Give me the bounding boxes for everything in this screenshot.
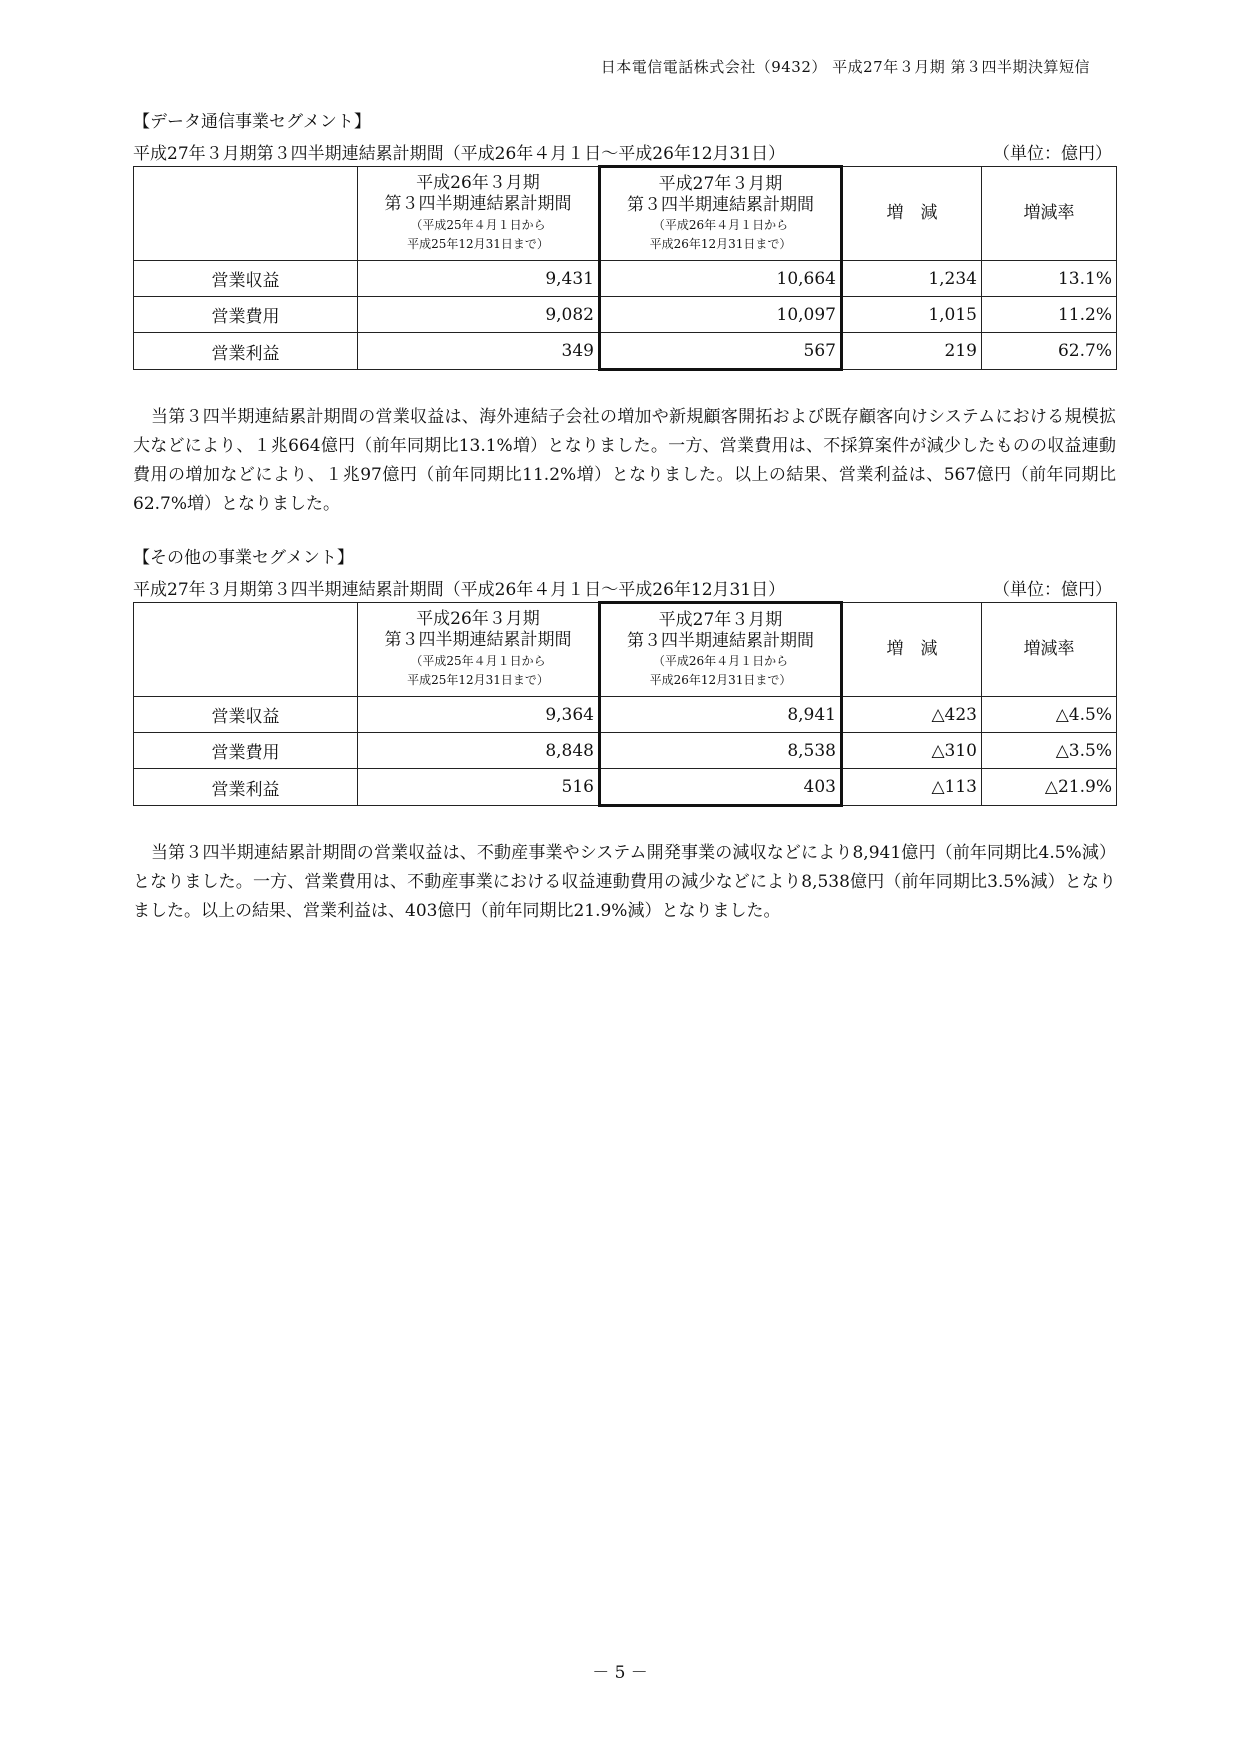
header-change: 増 減 xyxy=(842,167,982,261)
prev-sub-2: 平成25年12月31日まで） xyxy=(407,672,549,687)
cur-title-2: 第３四半期連結累計期間 xyxy=(627,194,814,215)
document-header: 日本電信電話株式会社（9432） 平成27年３月期 第３四半期決算短信 xyxy=(600,58,1090,76)
period-text: 平成27年３月期第３四半期連結累計期間（平成26年４月１日～平成26年12月31日） xyxy=(133,580,786,600)
section-paragraph: 当第３四半期連結累計期間の営業収益は、海外連結子会社の増加や新規顧客開拓および既存顧客向けシステムにおける規模拡大などにより、１兆664億円（前年同期比13.1%増）となりました。一方、営業費用は、不採算案件が減少したものの収益連動費用の増加などにより、１兆97億円（前年同期比11.2%増）となりました。以上の結果、営業利益は、567億円（前年同期比62.7%増）となりました。 xyxy=(133,407,1116,514)
table-row xyxy=(134,333,1117,370)
unit-text: （単位：億円） xyxy=(993,144,1112,164)
period-line xyxy=(133,139,1116,163)
cell-change: △113 xyxy=(842,769,982,806)
cell-cur: 10,097 xyxy=(600,297,842,333)
header-rate: 増減率 xyxy=(982,603,1117,697)
segment-table xyxy=(133,165,1117,371)
cell-change: △310 xyxy=(842,733,982,769)
cur-title-2: 第３四半期連結累計期間 xyxy=(627,630,814,651)
cur-title-1: 平成27年３月期 xyxy=(658,609,783,630)
header-change: 増 減 xyxy=(842,603,982,697)
cell-prev: 8,848 xyxy=(358,733,600,769)
cell-change: 1,015 xyxy=(842,297,982,333)
cur-sub-1: （平成26年４月１日から xyxy=(652,218,789,233)
segment-section-data xyxy=(133,107,1116,371)
header-rate: 増減率 xyxy=(982,167,1117,261)
header-blank xyxy=(134,167,358,261)
cell-rate: 62.7% xyxy=(982,333,1117,370)
period-text: 平成27年３月期第３四半期連結累計期間（平成26年４月１日～平成26年12月31日） xyxy=(133,144,786,164)
cell-cur: 10,664 xyxy=(600,261,842,297)
row-label: 営業収益 xyxy=(134,261,358,297)
cur-sub-2: 平成26年12月31日まで） xyxy=(649,237,792,252)
prev-title-1: 平成26年３月期 xyxy=(416,609,540,630)
unit-text: （単位：億円） xyxy=(993,580,1112,600)
cell-prev: 349 xyxy=(358,333,600,370)
table-row xyxy=(134,769,1117,806)
header-prev-period xyxy=(358,167,600,261)
cur-title-1: 平成27年３月期 xyxy=(658,173,783,194)
prev-title-1: 平成26年３月期 xyxy=(416,173,540,194)
row-label: 営業利益 xyxy=(134,769,358,806)
prev-sub-1: （平成25年４月１日から xyxy=(410,217,546,232)
header-prev-period xyxy=(358,603,600,697)
cell-cur: 403 xyxy=(600,769,842,806)
prev-sub-2: 平成25年12月31日まで） xyxy=(407,236,549,251)
cell-prev: 9,082 xyxy=(358,297,600,333)
cell-cur: 8,941 xyxy=(600,697,842,733)
row-label: 営業利益 xyxy=(134,333,358,370)
row-label: 営業費用 xyxy=(134,297,358,333)
prev-title-2: 第３四半期連結累計期間 xyxy=(384,194,572,215)
table-row xyxy=(134,261,1117,297)
cell-prev: 516 xyxy=(358,769,600,806)
header-cur-period xyxy=(600,167,842,261)
cur-sub-2: 平成26年12月31日まで） xyxy=(649,673,792,688)
cell-change: 1,234 xyxy=(842,261,982,297)
segment-section-other xyxy=(133,543,1116,807)
table-header-row xyxy=(134,167,1117,261)
cell-rate: △4.5% xyxy=(982,697,1117,733)
period-line xyxy=(133,575,1116,599)
cell-change: 219 xyxy=(842,333,982,370)
cell-rate: △21.9% xyxy=(982,769,1117,806)
section-title: 【その他の事業セグメント】 xyxy=(133,548,354,568)
cell-change: △423 xyxy=(842,697,982,733)
page-number: － 5 － xyxy=(592,1663,648,1683)
prev-sub-1: （平成25年４月１日から xyxy=(410,653,546,668)
table-row xyxy=(134,733,1117,769)
cur-sub-1: （平成26年４月１日から xyxy=(652,654,789,669)
table-row xyxy=(134,697,1117,733)
cell-rate: 11.2% xyxy=(982,297,1117,333)
section-paragraph: 当第３四半期連結累計期間の営業収益は、不動産事業やシステム開発事業の減収などにより8,941億円（前年同期比4.5%減）となりました。一方、営業費用は、不動産事業における収益連動費用の減少などにより8,538億円（前年同期比3.5%減）となりました。以上の結果、営業利益は、403億円（前年同期比21.9%減）となりました。 xyxy=(133,843,1116,921)
cell-rate: 13.1% xyxy=(982,261,1117,297)
segment-table xyxy=(133,601,1117,807)
header-cur-period xyxy=(600,603,842,697)
prev-title-2: 第３四半期連結累計期間 xyxy=(384,630,572,651)
row-label: 営業費用 xyxy=(134,733,358,769)
cell-prev: 9,364 xyxy=(358,697,600,733)
cell-rate: △3.5% xyxy=(982,733,1117,769)
header-blank xyxy=(134,603,358,697)
cell-cur: 8,538 xyxy=(600,733,842,769)
table-row xyxy=(134,297,1117,333)
section-title: 【データ通信事業セグメント】 xyxy=(133,112,371,132)
cell-prev: 9,431 xyxy=(358,261,600,297)
table-header-row xyxy=(134,603,1117,697)
row-label: 営業収益 xyxy=(134,697,358,733)
cell-cur: 567 xyxy=(600,333,842,370)
